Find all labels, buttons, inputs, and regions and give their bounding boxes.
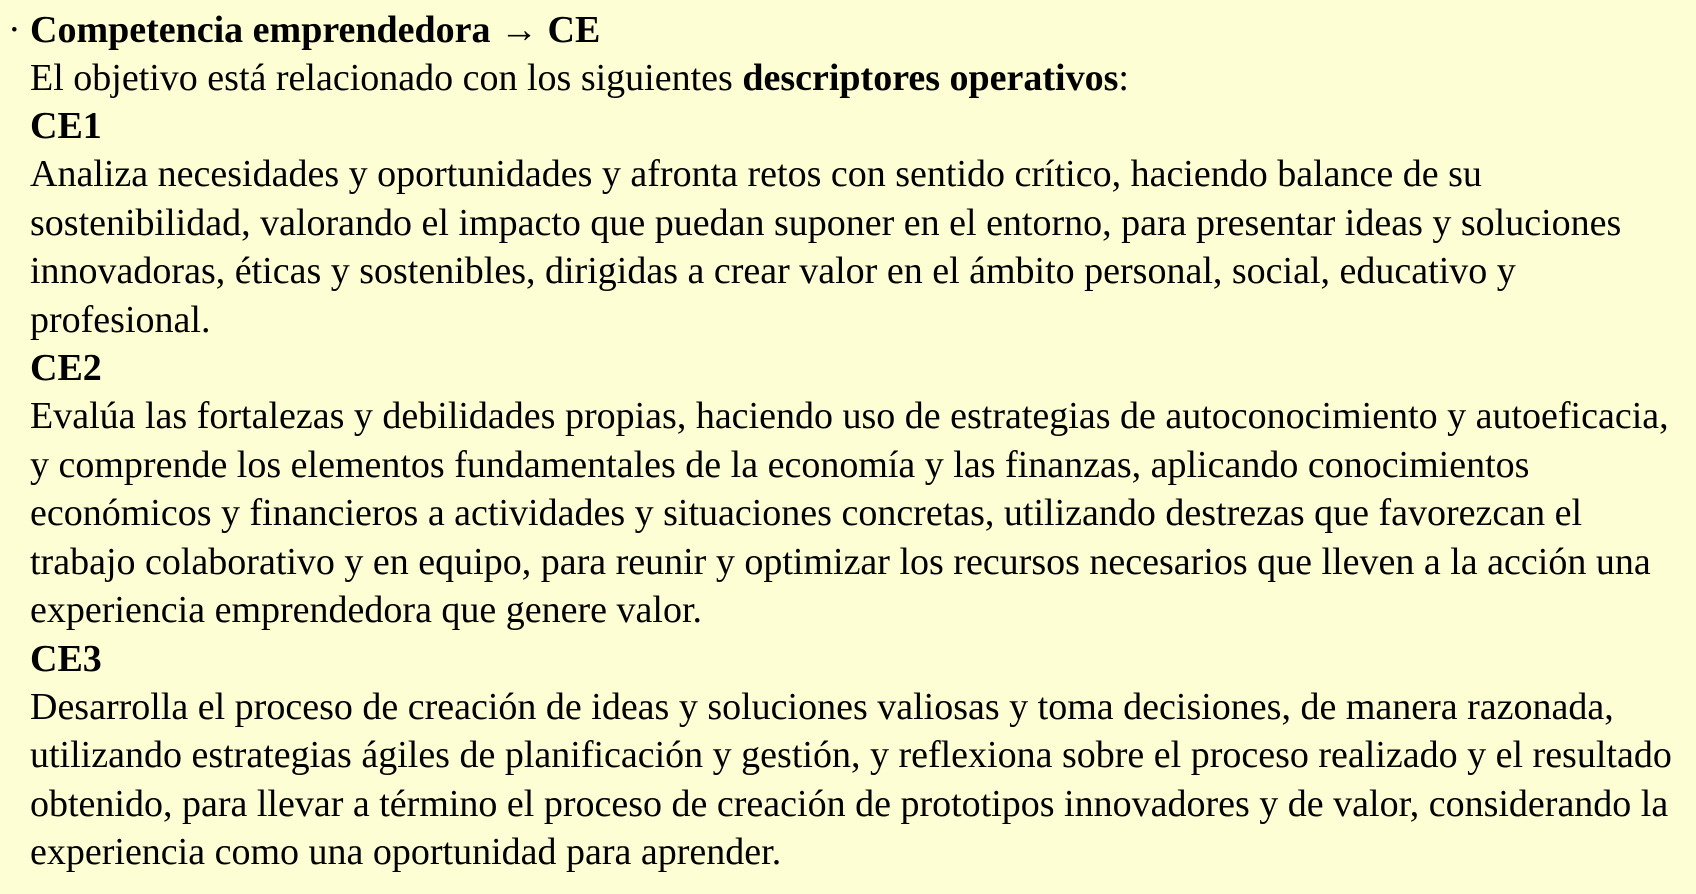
bullet-marker: · [8,9,21,51]
intro-prefix: El objetivo está relacionado con los siguientes [30,57,743,99]
descriptor-block [30,635,1672,877]
descriptor-code: CE3 [30,637,102,680]
section-heading [8,6,1672,54]
intro-text [30,54,1672,102]
section-content [8,54,1672,877]
descriptor-code: CE2 [30,347,102,389]
heading-text: Competencia emprendedora → CE [30,9,601,51]
descriptor-text: Desarrolla el proceso de creación de ideas y soluciones valiosas y toma decisiones, de manera razonada, utilizando estrategias ágiles de planificación y gestión, y reflexiona sobre el proceso realizado y el resultado obtenido, para llevar a término el proceso de creación de prototipos innovadores y de valor, considerando la experiencia como una oportunidad para aprender. [30,685,1672,873]
descriptor-text: Analiza necesidades y oportunidades y afronta retos con sentido crítico, haciendo balance de su sostenibilidad, valorando el impacto que puedan suponer en el entorno, para presentar ideas y soluciones innovadoras, éticas y sostenibles, dirigidas a crear valor en el ámbito personal, social, educativo y profesional. [30,153,1622,341]
descriptor-block [30,102,1672,344]
intro-suffix: : [1118,57,1129,99]
descriptor-code: CE1 [30,105,102,147]
descriptor-block [30,344,1672,635]
intro-bold-term: descriptores operativos [742,57,1119,99]
descriptor-text: Evalúa las fortalezas y debilidades propias, haciendo uso de estrategias de autoconocimiento y autoeficacia, y comprende los elementos fundamentales de la economía y las finanzas, aplicando conocimientos económicos y financieros a actividades y situaciones concretas, utilizando destrezas que favorezcan el trabajo colaborativo y en equipo, para reunir y optimizar los recursos necesarios que lleven a la acción una experiencia emprendedora que genere valor. [30,395,1669,631]
